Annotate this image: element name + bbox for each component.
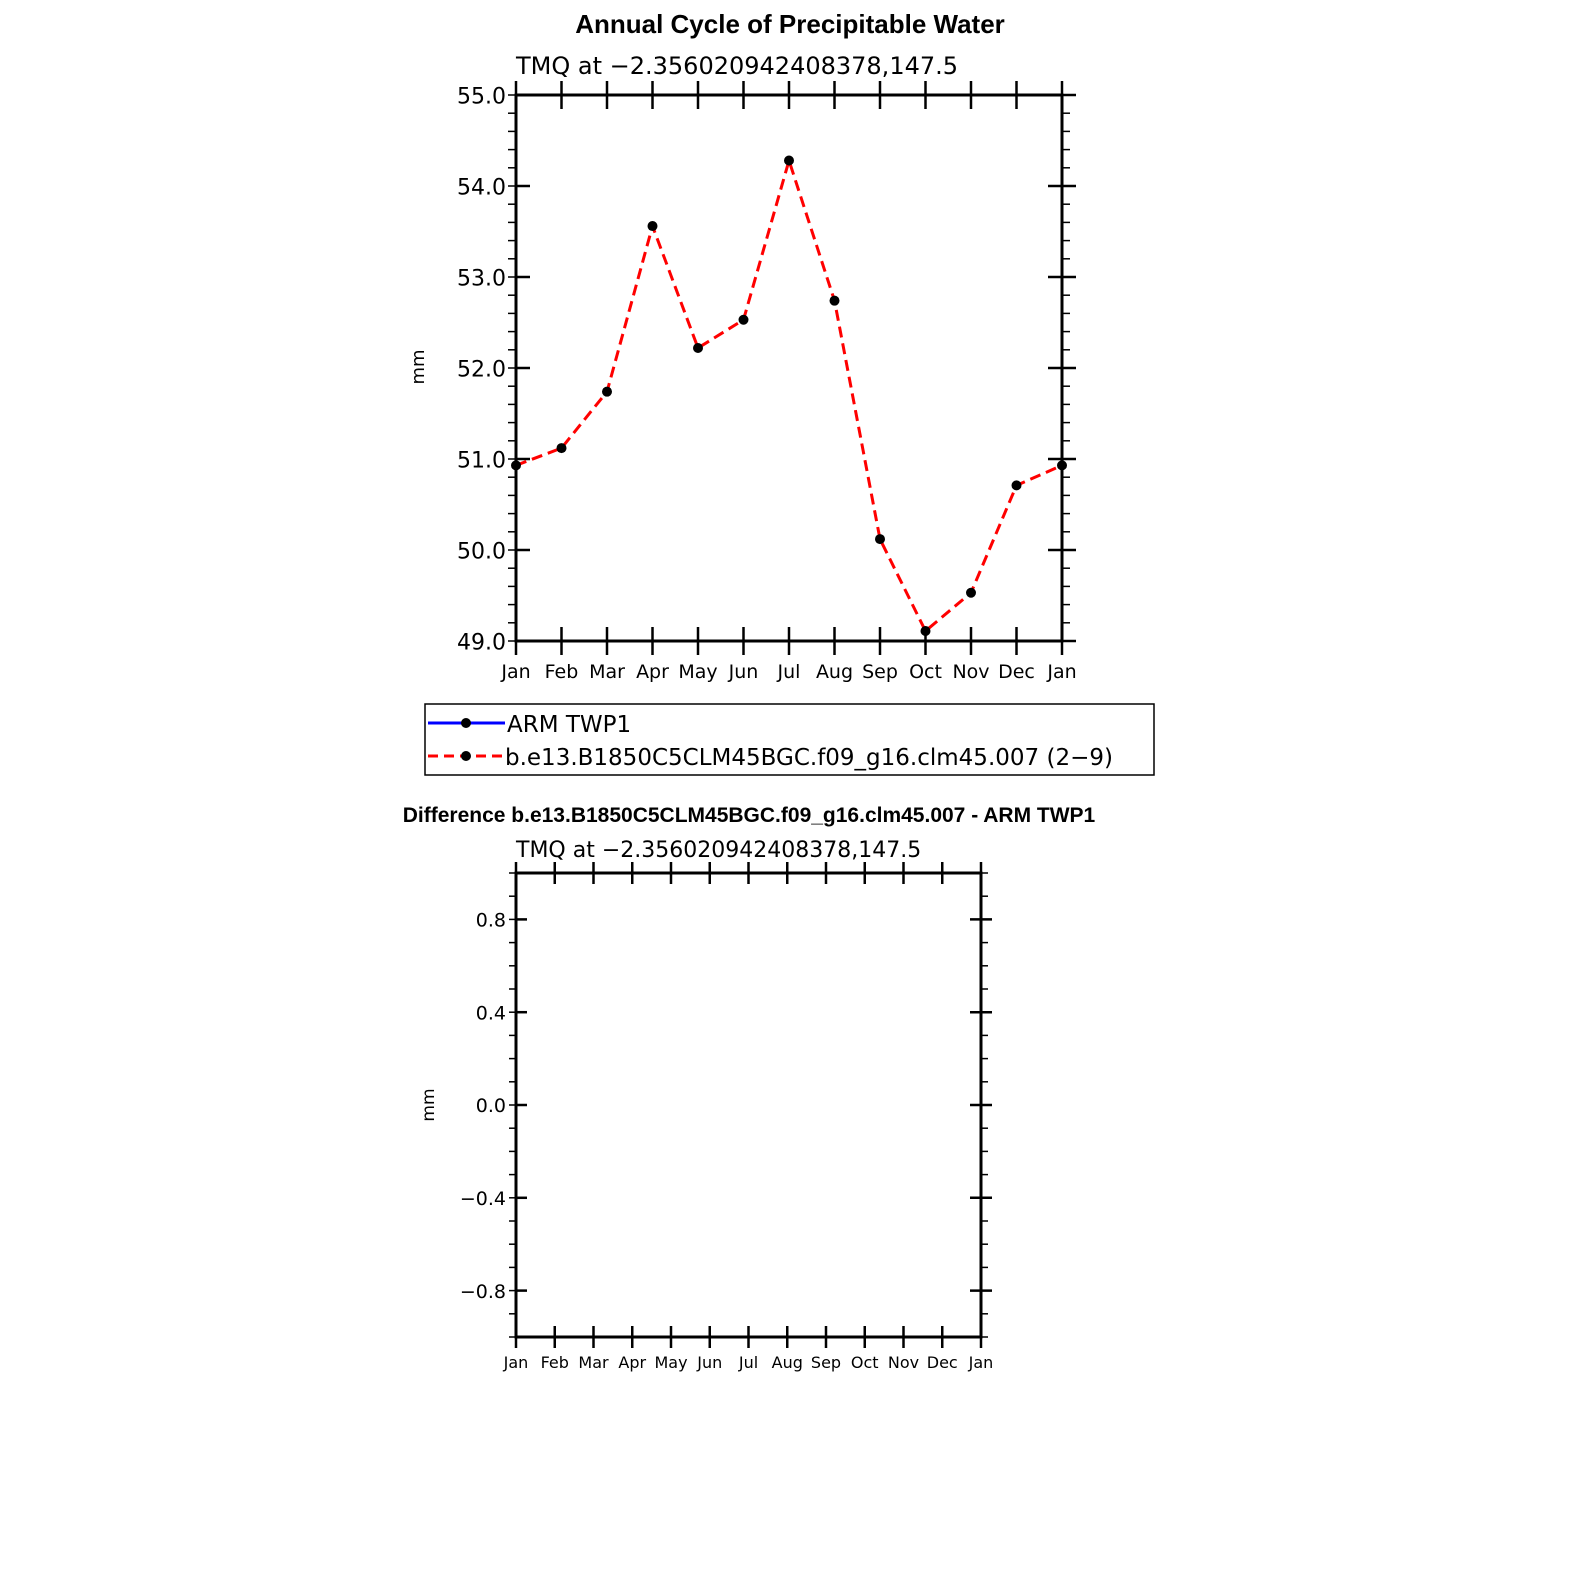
x-tick-label: Sep xyxy=(862,661,898,683)
data-point xyxy=(648,221,658,231)
y-tick-label: −0.4 xyxy=(459,1188,506,1211)
x-tick-label: Jul xyxy=(738,1353,759,1372)
chart1-title: Annual Cycle of Precipitable Water xyxy=(575,9,1005,39)
data-point xyxy=(511,460,521,470)
y-tick-label: 50.0 xyxy=(457,539,506,565)
chart1-series xyxy=(511,156,1067,636)
chart1-x-tick-labels xyxy=(500,661,1076,683)
chart1-subtitle: TMQ at −2.356020942408378,147.5 xyxy=(516,52,959,80)
chart1-plot-frame xyxy=(516,95,1062,641)
data-point xyxy=(875,534,885,544)
y-tick-label: 52.0 xyxy=(457,357,506,383)
x-tick-label: Oct xyxy=(850,1353,879,1372)
y-tick-label: 55.0 xyxy=(457,84,506,110)
y-tick-label: 54.0 xyxy=(457,175,506,201)
legend-marker-model xyxy=(461,751,471,761)
y-tick-label: 0.0 xyxy=(475,1095,506,1118)
chart2-ticks xyxy=(509,862,992,1348)
x-tick-label: May xyxy=(678,661,718,683)
x-tick-label: Apr xyxy=(636,661,669,683)
data-point xyxy=(1012,480,1022,490)
chart2-subtitle: TMQ at −2.356020942408378,147.5 xyxy=(516,838,922,863)
x-tick-label: Jan xyxy=(968,1353,994,1372)
x-tick-label: Dec xyxy=(998,661,1035,683)
chart2-y-axis-label: mm xyxy=(419,1088,439,1122)
x-tick-label: Nov xyxy=(952,661,990,683)
data-point xyxy=(784,156,794,166)
data-point xyxy=(921,626,931,636)
x-tick-label: May xyxy=(654,1353,688,1372)
data-point xyxy=(1057,460,1067,470)
series-line-1 xyxy=(516,161,1062,631)
y-tick-label: −0.8 xyxy=(459,1280,506,1303)
x-tick-label: Apr xyxy=(618,1353,647,1372)
y-tick-label: 0.8 xyxy=(475,909,506,932)
x-tick-label: Mar xyxy=(578,1353,609,1372)
y-tick-label: 49.0 xyxy=(457,630,506,656)
chart2-title: Difference b.e13.B1850C5CLM45BGC.f09_g16.clm45.007 - ARM TWP1 xyxy=(402,804,1096,827)
x-tick-label: Mar xyxy=(589,661,625,683)
chart2-plot-frame xyxy=(516,873,981,1337)
chart2-y-tick-labels xyxy=(460,910,506,1303)
chart-annual-cycle xyxy=(408,9,1154,775)
chart-difference xyxy=(403,804,1096,1372)
x-tick-label: Feb xyxy=(540,1353,569,1372)
y-tick-label: 51.0 xyxy=(457,448,506,474)
x-tick-label: Oct xyxy=(909,661,942,683)
legend-entry-model xyxy=(428,745,1113,771)
y-tick-label: 0.4 xyxy=(475,1002,506,1025)
x-tick-label: Nov xyxy=(887,1353,920,1372)
y-tick-label: 53.0 xyxy=(457,266,506,292)
data-point xyxy=(739,315,749,325)
x-tick-label: Dec xyxy=(926,1353,958,1372)
x-tick-label: Jul xyxy=(777,661,801,683)
data-point xyxy=(830,296,840,306)
x-tick-label: Feb xyxy=(544,661,579,683)
chart1-y-axis-label: mm xyxy=(408,349,429,385)
legend-label-model: b.e13.B1850C5CLM45BGC.f09_g16.clm45.007 (2−9) xyxy=(505,745,1113,771)
x-tick-label: Jan xyxy=(503,1353,529,1372)
chart1-y-tick-labels xyxy=(457,84,506,655)
x-tick-label: Jun xyxy=(697,1353,723,1372)
chart1-legend xyxy=(425,704,1154,775)
data-point xyxy=(557,443,567,453)
chart2-x-tick-labels xyxy=(503,1353,994,1372)
x-tick-label: Jun xyxy=(728,661,759,683)
data-point xyxy=(602,387,612,397)
x-tick-label: Aug xyxy=(771,1353,803,1372)
x-tick-label: Jan xyxy=(1047,661,1077,683)
x-tick-label: Aug xyxy=(815,661,854,683)
x-tick-label: Sep xyxy=(810,1353,842,1372)
data-point xyxy=(693,343,703,353)
legend-label-arm: ARM TWP1 xyxy=(507,712,632,738)
data-point xyxy=(966,588,976,598)
x-tick-label: Jan xyxy=(501,661,531,683)
legend-marker-arm xyxy=(461,718,471,728)
